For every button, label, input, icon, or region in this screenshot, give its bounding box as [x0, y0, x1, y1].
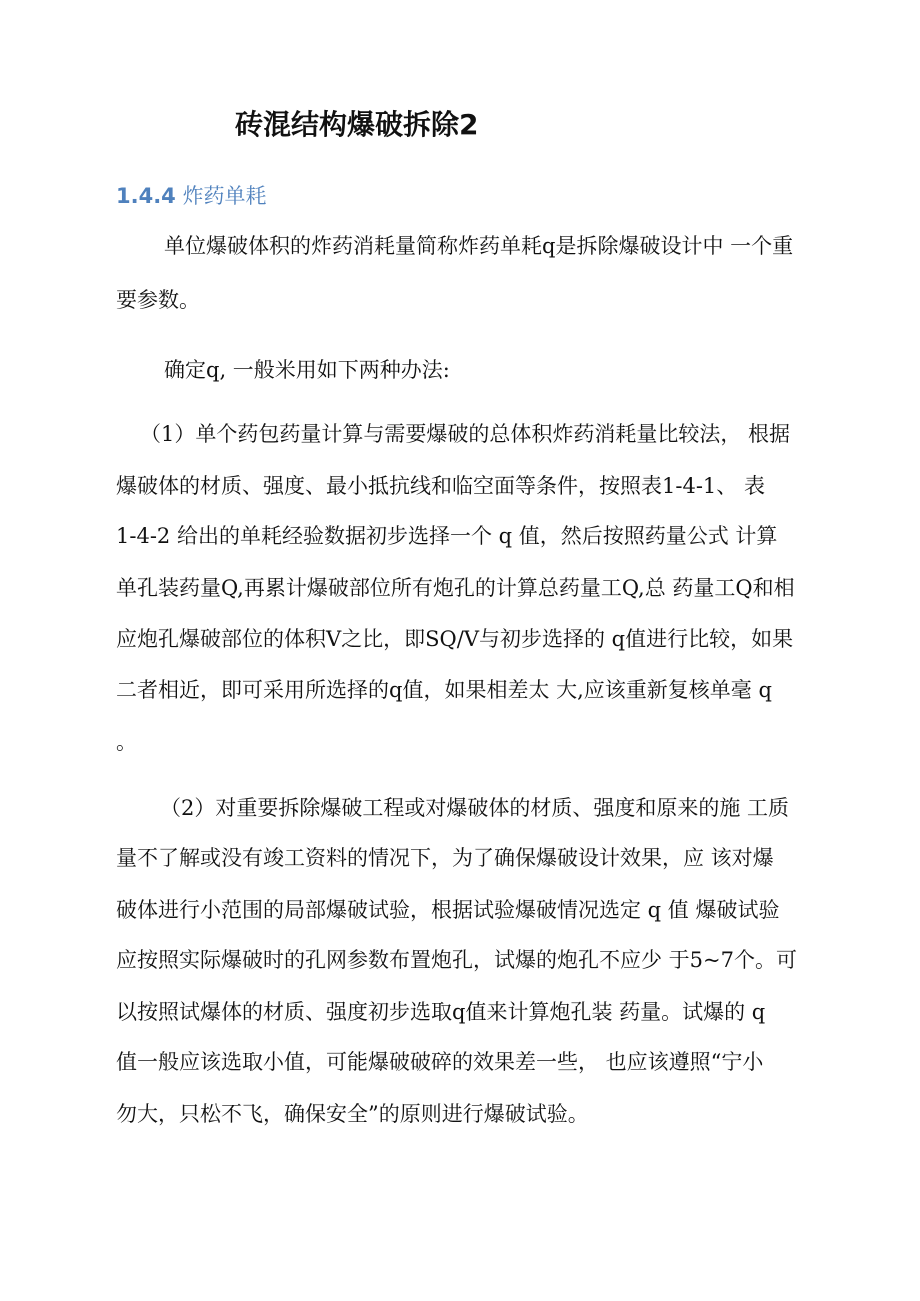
paragraph-line: 单孔装药量Q,再累计爆破部位所有炮孔的计算总药量工Q,总 药量工Q和相 [116, 576, 795, 600]
document-title: 砖混结构爆破拆除2 [235, 108, 479, 141]
section-label: 炸药单耗 [182, 184, 267, 208]
paragraph-line: 以按照试爆体的材质、强度初步选取q值来计算炮孔装 药量。试爆的 q [116, 1000, 766, 1024]
paragraph-line: 确定q, 一般米用如下两种办法: [164, 358, 450, 382]
paragraph-line: （1）单个药包药量计算与需要爆破的总体积炸药消耗量比较法， 根据 [140, 422, 791, 446]
section-heading [116, 178, 266, 214]
paragraph-line: 要参数。 [116, 288, 200, 312]
paragraph-line: （2）对重要拆除爆破工程或对爆破体的材质、强度和原来的施 工质 [160, 796, 790, 820]
paragraph-line: 爆破体的材质、强度、最小抵抗线和临空面等条件，按照表1-4-1、 表 [116, 474, 765, 498]
paragraph-line: 量不了解或没有竣工资料的情况下，为了确保爆破设计效果，应 该对爆 [116, 846, 774, 870]
paragraph-line: 勿大，只松不飞，确保安全”的原则进行爆破试验。 [116, 1102, 589, 1126]
paragraph-line: 应按照实际爆破时的孔网参数布置炮孔，试爆的炮孔不应少 于5~7个。可 [116, 948, 797, 972]
paragraph-line: 值一般应该选取小值，可能爆破破碎的效果差一些， 也应该遵照“宁小 [116, 1050, 764, 1074]
paragraph-line: 。 [116, 730, 137, 754]
paragraph-line: 二者相近，即可采用所选择的q值，如果相差太 大,应该重新复核单毫 q [116, 678, 772, 702]
paragraph-line: 单位爆破体积的炸药消耗量简称炸药单耗q是拆除爆破设计中 一个重 [164, 234, 794, 258]
section-number: 1.4.4 [116, 184, 176, 208]
paragraph-line: 应炮孔爆破部位的体积V之比，即SQ/V与初步选择的 q值进行比较，如果 [116, 627, 794, 651]
paragraph-line: 破体进行小范围的局部爆破试验，根据试验爆破情况选定 q 值 爆破试验 [116, 898, 780, 922]
paragraph-line: 1-4-2 给出的单耗经验数据初步选择一个 q 值，然后按照药量公式 计算 [116, 524, 778, 548]
